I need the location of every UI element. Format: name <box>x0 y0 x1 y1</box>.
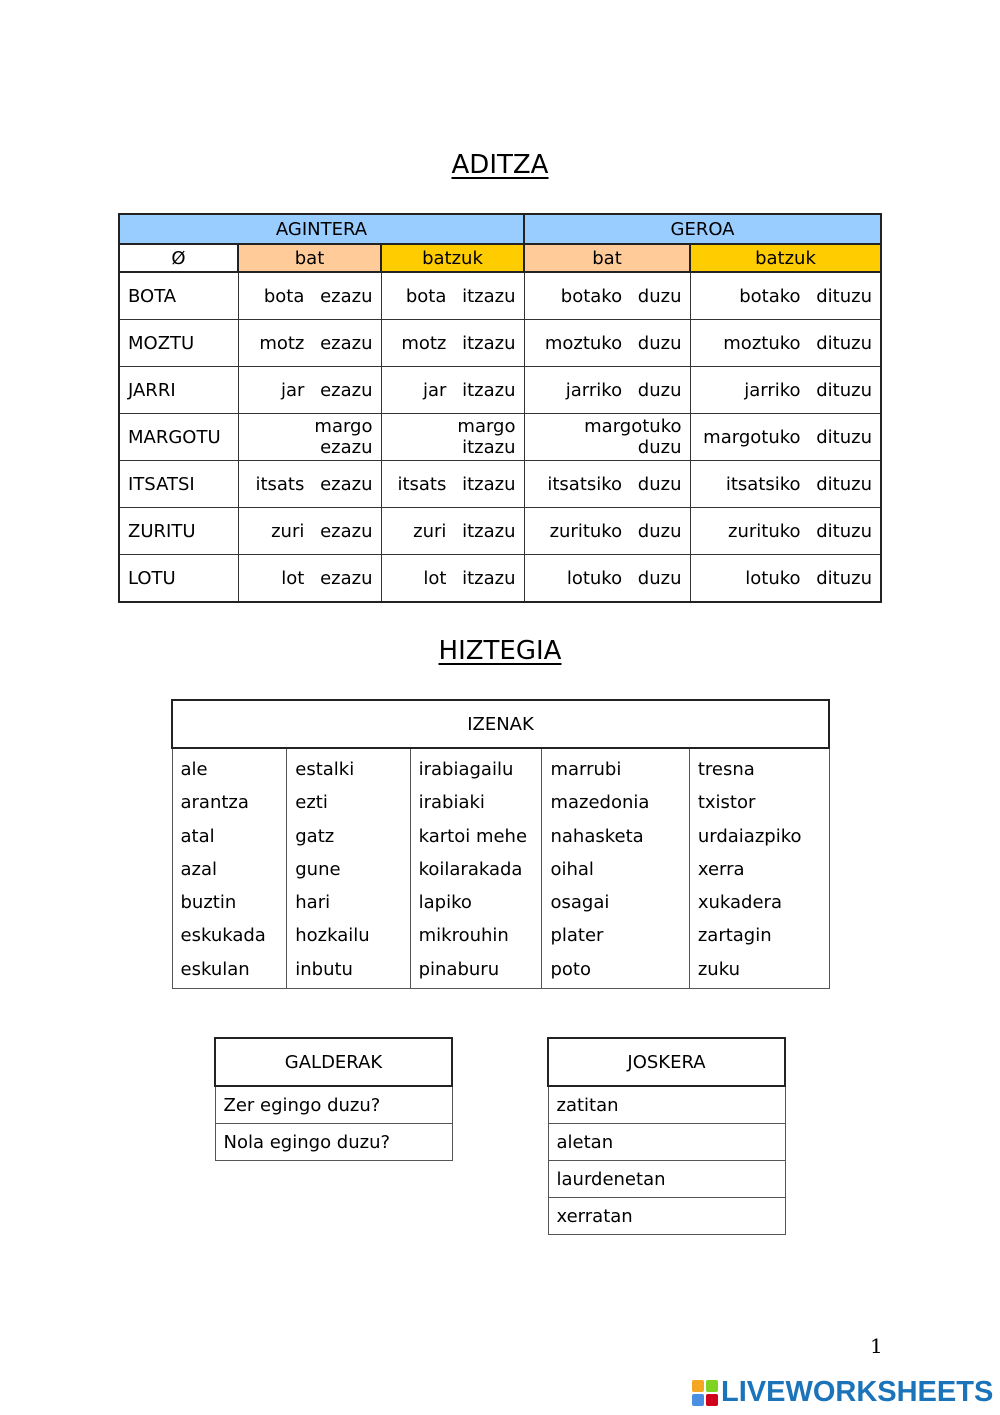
verb-form: itsatsiko duzu <box>524 461 690 508</box>
aditza-title: ADITZA <box>451 150 549 180</box>
verb-form: motz ezazu <box>238 320 381 367</box>
vocab-word: azal <box>180 858 218 880</box>
vocab-word: atal <box>180 825 215 847</box>
vocab-word: tresna <box>697 759 755 780</box>
verb-form: zurituko duzu <box>524 508 690 555</box>
page-number: 1 <box>870 1334 883 1358</box>
verb-row <box>119 461 881 508</box>
vocab-word: marrubi <box>550 759 622 780</box>
izenak-header: IZENAK <box>172 700 829 748</box>
verb-form: margo ezazu <box>238 414 381 461</box>
liveworksheets-brand <box>692 1376 993 1409</box>
vocab-word: pinaburu <box>418 958 500 980</box>
vocab-word: irabiaki <box>418 792 485 814</box>
joskera-item: laurdenetan <box>548 1161 785 1198</box>
vocab-word: plater <box>550 925 604 947</box>
verb-form: motz itzazu <box>381 320 524 367</box>
verb-form: jar ezazu <box>238 367 381 414</box>
vocab-word: zartagin <box>697 925 772 947</box>
verb-infinitive: MOZTU <box>119 320 238 367</box>
subheader-empty-set: Ø <box>119 244 238 272</box>
vocab-word: txistor <box>697 792 756 814</box>
verb-row <box>119 272 881 320</box>
verb-form: margotuko dituzu <box>690 414 881 461</box>
joskera-item: aletan <box>548 1124 785 1161</box>
vocab-word: lapiko <box>418 892 472 914</box>
verb-form: bota ezazu <box>238 272 381 320</box>
vocab-word: eskukada <box>180 925 266 947</box>
vocab-word: mikrouhin <box>418 925 509 947</box>
vocab-word: oihal <box>550 858 594 880</box>
vocab-word: ale <box>180 759 208 780</box>
verb-form: moztuko dituzu <box>690 320 881 367</box>
verb-form: zuri itzazu <box>381 508 524 555</box>
header-agintera: AGINTERA <box>119 214 524 244</box>
verb-infinitive: ZURITU <box>119 508 238 555</box>
verb-form: botako dituzu <box>690 272 881 320</box>
joskera-item: xerratan <box>548 1198 785 1235</box>
vocab-word: zuku <box>697 958 740 980</box>
verb-infinitive: MARGOTU <box>119 414 238 461</box>
vocab-word: nahasketa <box>550 825 644 847</box>
vocab-word: irabiagailu <box>418 759 514 780</box>
verb-form: bota itzazu <box>381 272 524 320</box>
verb-infinitive: JARRI <box>119 367 238 414</box>
verb-form: itsats itzazu <box>381 461 524 508</box>
galderak-item: Nola egingo duzu? <box>215 1124 452 1161</box>
verb-row <box>119 555 881 603</box>
vocab-word: estalki <box>295 759 355 780</box>
joskera-header: JOSKERA <box>548 1038 785 1086</box>
verb-row <box>119 414 881 461</box>
vocab-column <box>172 748 287 989</box>
verb-form: zurituko dituzu <box>690 508 881 555</box>
verb-form: itsatsiko dituzu <box>690 461 881 508</box>
verb-form: jarriko duzu <box>524 367 690 414</box>
vocab-word: buztin <box>180 892 237 914</box>
verb-row <box>119 508 881 555</box>
verb-form: lotuko duzu <box>524 555 690 603</box>
vocab-word: hozkailu <box>295 925 370 947</box>
verb-form: jarriko dituzu <box>690 367 881 414</box>
verb-form: lot itzazu <box>381 555 524 603</box>
subheader-agintera-batzuk: batzuk <box>381 244 524 272</box>
vocab-word: eskulan <box>180 958 250 980</box>
verb-infinitive: LOTU <box>119 555 238 603</box>
vocab-word: osagai <box>550 892 610 914</box>
vocab-word: xerra <box>697 858 745 880</box>
verb-form: margotuko duzu <box>524 414 690 461</box>
vocabulary-table <box>171 699 830 989</box>
vocab-word: gune <box>295 858 341 880</box>
vocab-word: xukadera <box>697 892 782 914</box>
vocab-word: koilarakada <box>418 858 523 880</box>
galderak-item: Zer egingo duzu? <box>215 1086 452 1124</box>
verb-conjugation-table <box>118 213 882 603</box>
vocab-word: inbutu <box>295 958 353 980</box>
verb-form: lotuko dituzu <box>690 555 881 603</box>
liveworksheets-logo-icon <box>692 1380 718 1406</box>
vocab-word: poto <box>550 958 591 980</box>
verb-form: jar itzazu <box>381 367 524 414</box>
vocab-word: arantza <box>180 792 249 814</box>
verb-row <box>119 320 881 367</box>
vocab-column <box>287 748 410 989</box>
verb-form: moztuko duzu <box>524 320 690 367</box>
subheader-agintera-bat: bat <box>238 244 381 272</box>
verb-infinitive: BOTA <box>119 272 238 320</box>
vocab-column <box>542 748 689 989</box>
vocab-word: kartoi mehe <box>418 825 528 847</box>
verb-form: itsats ezazu <box>238 461 381 508</box>
brand-name: LIVEWORKSHEETS <box>721 1376 994 1408</box>
verb-form: lot ezazu <box>238 555 381 603</box>
vocab-word: mazedonia <box>550 792 650 814</box>
verb-form: margo itzazu <box>381 414 524 461</box>
joskera-item: zatitan <box>548 1086 785 1124</box>
header-geroa: GEROA <box>524 214 881 244</box>
verb-form: zuri ezazu <box>238 508 381 555</box>
vocab-word: gatz <box>295 825 335 847</box>
galderak-table <box>214 1037 453 1161</box>
verb-infinitive: ITSATSI <box>119 461 238 508</box>
galderak-header: GALDERAK <box>215 1038 452 1086</box>
vocab-column <box>689 748 829 989</box>
vocab-word: ezti <box>295 792 328 814</box>
joskera-table <box>547 1037 786 1235</box>
verb-form: botako duzu <box>524 272 690 320</box>
vocab-column <box>410 748 542 989</box>
vocab-word: hari <box>295 892 331 914</box>
hiztegia-title: HIZTEGIA <box>438 636 562 666</box>
verb-row <box>119 367 881 414</box>
vocab-word: urdaiazpiko <box>697 825 802 847</box>
subheader-geroa-batzuk: batzuk <box>690 244 881 272</box>
subheader-geroa-bat: bat <box>524 244 690 272</box>
